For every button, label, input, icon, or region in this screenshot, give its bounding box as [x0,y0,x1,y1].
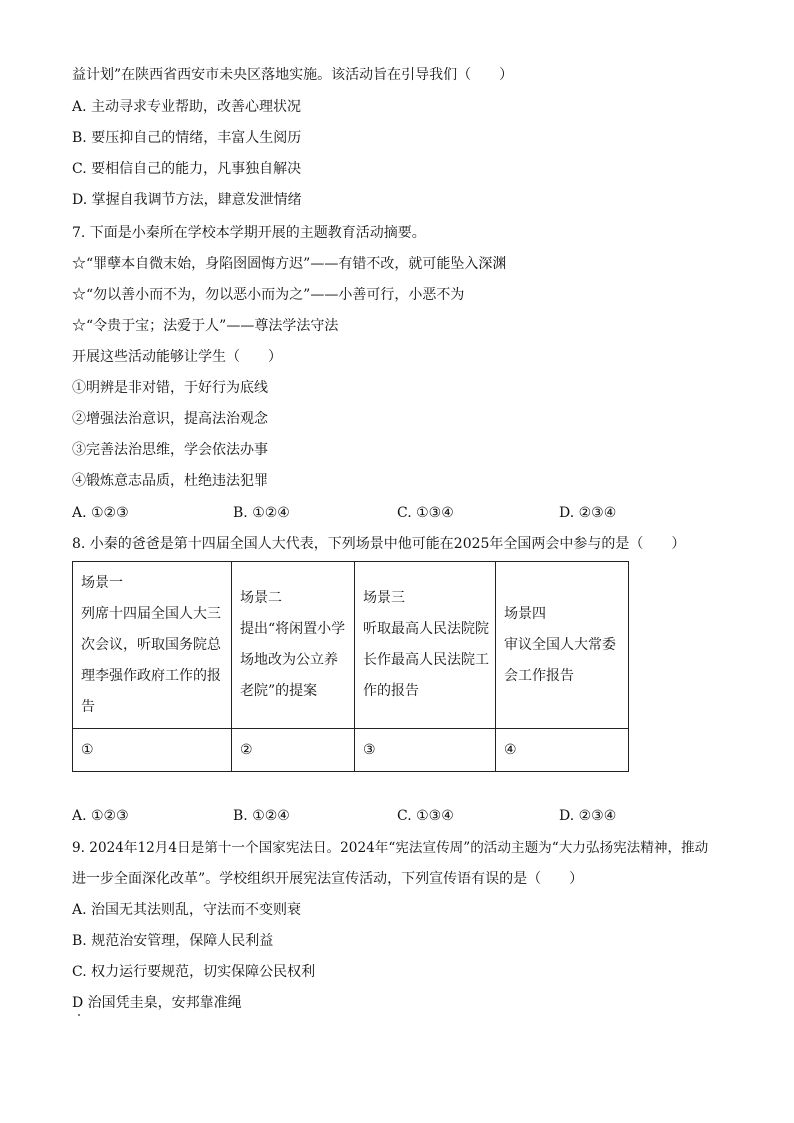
q7-question: 开展这些活动能够让学生（ ） [72,349,282,365]
q8-option-c: C. ①③④ [397,808,454,824]
q7-options [72,503,672,523]
q9-option-a: A. 治国无其法则乱，守法而不变则衰 [72,902,302,918]
q9-option-d: D 治国凭圭臬，安邦靠准绳 [72,995,242,1011]
q7-stem: 7. 下面是小秦所在学校本学期开展的主题教育活动摘要。 [72,225,426,241]
q7-option-c: C. ①③④ [397,505,454,521]
q8-option-b: B. ①②④ [233,808,290,824]
q6-stem: 益计划”在陕西省西安市未央区落地实施。该活动旨在引导我们（ ） [72,67,514,83]
q7-option-d: D. ②③④ [559,505,617,521]
q7-item-2: ☆“勿以善小而不为，勿以恶小而为之”——小善可行，小恶不为 [72,287,465,303]
scene-number: ① [73,729,232,772]
q6-option-c: C. 要相信自己的能力，凡事独自解决 [72,161,302,177]
scene-cell-1 [73,562,232,729]
q8-options [72,806,672,826]
q9-stem-line2: 进一步全面深化改革”。学校组织开展宪法宣传活动，下列宣传语有误的是（ ） [72,871,584,887]
scene-body: 审议全国人大常委会工作报告 [504,636,616,684]
q7-statement-3: ③完善法治思维，学会依法办事 [72,442,268,458]
scene-title: 场景一 [81,574,123,591]
scene-row [73,562,629,729]
scene-number: ③ [355,729,496,772]
q6-option-d: D. 掌握自我调节方法，肆意发泄情绪 [72,192,302,208]
q9-option-c: C. 权力运行要规范，切实保障公民权利 [72,964,316,980]
scene-body: 列席十四届全国人大三次会议，听取国务院总理李强作政府工作的报告 [81,605,221,715]
q8-scene-table [72,561,629,772]
scene-title: 场景四 [504,605,546,622]
q8-option-a: A. ①②③ [72,808,129,824]
q8-option-d: D. ②③④ [559,808,617,824]
q7-statement-2: ②增强法治意识，提高法治观念 [72,411,268,427]
scene-body: 提出“将闲置小学场地改为公立养老院”的提案 [240,621,346,699]
scene-cell-4 [496,562,629,729]
q7-option-b: B. ①②④ [233,505,290,521]
q7-statement-1: ①明辨是非对错，于好行为底线 [72,380,268,396]
scene-number: ④ [496,729,629,772]
scene-title: 场景三 [363,590,405,606]
q7-option-a: A. ①②③ [72,505,129,521]
q6-option-b: B. 要压抑自己的情绪，丰富人生阅历 [72,130,302,146]
scene-number-row [73,729,629,772]
q9-stem-line1: 9. 2024年12月4日是第十一个国家宪法日。2024年“宪法宣传周”的活动主题为“大力弘扬宪法精神，推动 [72,840,709,856]
q7-item-1: ☆“罪孽本自微末始，身陷囹圄悔方迟”——有错不改，就可能坠入深渊 [72,256,507,272]
scene-cell-2 [232,562,355,729]
scene-title: 场景二 [240,590,282,606]
scene-cell-3 [355,562,496,729]
scene-body: 听取最高人民法院院长作最高人民法院工作的报告 [363,621,489,699]
stray-mark [78,1014,80,1016]
q7-statement-4: ④锻炼意志品质，杜绝违法犯罪 [72,473,268,489]
q9-option-b: B. 规范治安管理，保障人民利益 [72,933,274,949]
scene-number: ② [232,729,355,772]
q6-option-a: A. 主动寻求专业帮助，改善心理状况 [72,99,302,115]
q8-stem: 8. 小秦的爸爸是第十四届全国人大代表，下列场景中他可能在2025年全国两会中参与的是（ ） [72,536,686,552]
q7-item-3: ☆“令贵于宝；法爱于人”——尊法学法守法 [72,318,339,334]
